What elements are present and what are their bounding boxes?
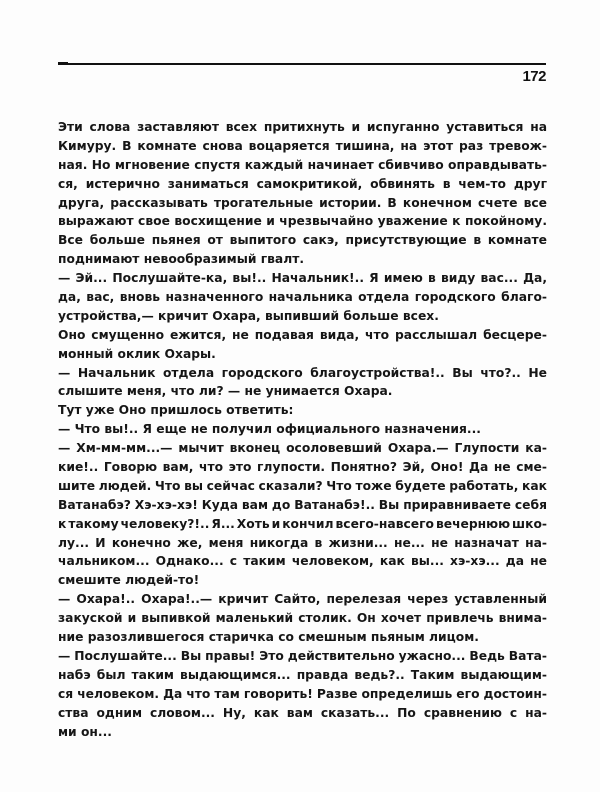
text-line: — Эй... Послушайте-ка, вы!.. Начальник!.. Я имею в виду вас... Да,	[58, 271, 547, 286]
text-line: ние разозлившегося старичка со смешным пьяным лицом.	[58, 630, 479, 645]
text-line: да, вас, вновь назначенного начальника отдела городского благо-	[58, 290, 547, 305]
text-line: ся человеком. Да что там говорить! Разве определишь его достоин-	[58, 686, 547, 701]
text-line: к такому человеку?!.. Я... Хоть и кончил всего-навсего вечернюю шко-	[58, 516, 547, 531]
text-line: устройства,— кричит Охара, выпивший больше всех.	[58, 308, 439, 323]
text-line: друга, рассказывать трогательные истории. В конечном счете все	[58, 195, 547, 210]
text-line: — Что вы!.. Я еще не получил официального назначения...	[58, 422, 481, 437]
text-line: — Послушайте... Вы правы! Это действительно ужасно... Ведь Вата-	[58, 648, 547, 663]
text-line: кие!.. Говорю вам, что это глупости. Понятно? Эй, Оно! Да не сме-	[58, 460, 547, 475]
text-line: выражают свое восхищение и чрезвычайно уважение к покойному.	[58, 214, 547, 229]
text-line: Эти слова заставляют всех притихнуть и испуганно уставиться на	[58, 120, 547, 134]
header-rule	[60, 63, 546, 65]
text-line: Кимуру. В комнате снова воцаряется тишина, на этот раз тревож-	[58, 138, 547, 153]
text-line: лу... И конечно же, меня никогда в жизни... не... не назначат на-	[58, 535, 547, 550]
text-line: — Начальник отдела городского благоустройства!.. Вы что?.. Не	[58, 365, 547, 380]
body-text	[58, 118, 547, 741]
text-line: чальником... Однако... с таким человеком, как вы... хэ-хэ... да не	[58, 554, 547, 569]
text-line: — Хм-мм-мм...— мычит вконец осоловевший Охара.— Глупости ка-	[58, 441, 547, 456]
text-line: — Охара!.. Охара!..— кричит Сайто, перелезая через уставленный	[58, 592, 547, 607]
text-line: Ватанабэ? Хэ-хэ-хэ! Куда вам до Ватанабэ!.. Вы приравниваете себя	[58, 497, 547, 512]
text-line: набэ был таким выдающимся... правда ведь?.. Таким выдающим-	[58, 667, 547, 682]
text-line: монный оклик Охары.	[58, 346, 216, 361]
text-line: поднимают невообразимый гвалт.	[58, 252, 305, 267]
text-line: Оно смущенно ежится, не подавая вида, что расслышал бесцере-	[58, 327, 547, 342]
text-line: Все больше пьянея от выпитого сакэ, присутствующие в комнате	[58, 233, 547, 248]
text-line: Тут уже Оно пришлось ответить:	[58, 403, 294, 418]
text-line: закуской и выпивкой маленький столик. Он хочет привлечь внима-	[58, 611, 547, 626]
text-line: смешите людей-то!	[58, 573, 200, 588]
page-number: 172	[522, 68, 546, 85]
text-line: ми он...	[58, 724, 112, 739]
text-line: слышите меня, что ли? — не унимается Охара.	[58, 384, 393, 399]
text-line: ся, истерично заниматься самокритикой, обвинять в чем-то друг	[58, 176, 547, 191]
text-line: ная. Но мгновение спустя каждый начинает сбивчиво оправдывать-	[58, 157, 547, 172]
text-line: ства одним словом... Ну, как вам сказать... По сравнению с на-	[58, 705, 547, 720]
text-line: шите людей. Что вы сейчас сказали? Что тоже будете работать, как	[58, 478, 547, 493]
